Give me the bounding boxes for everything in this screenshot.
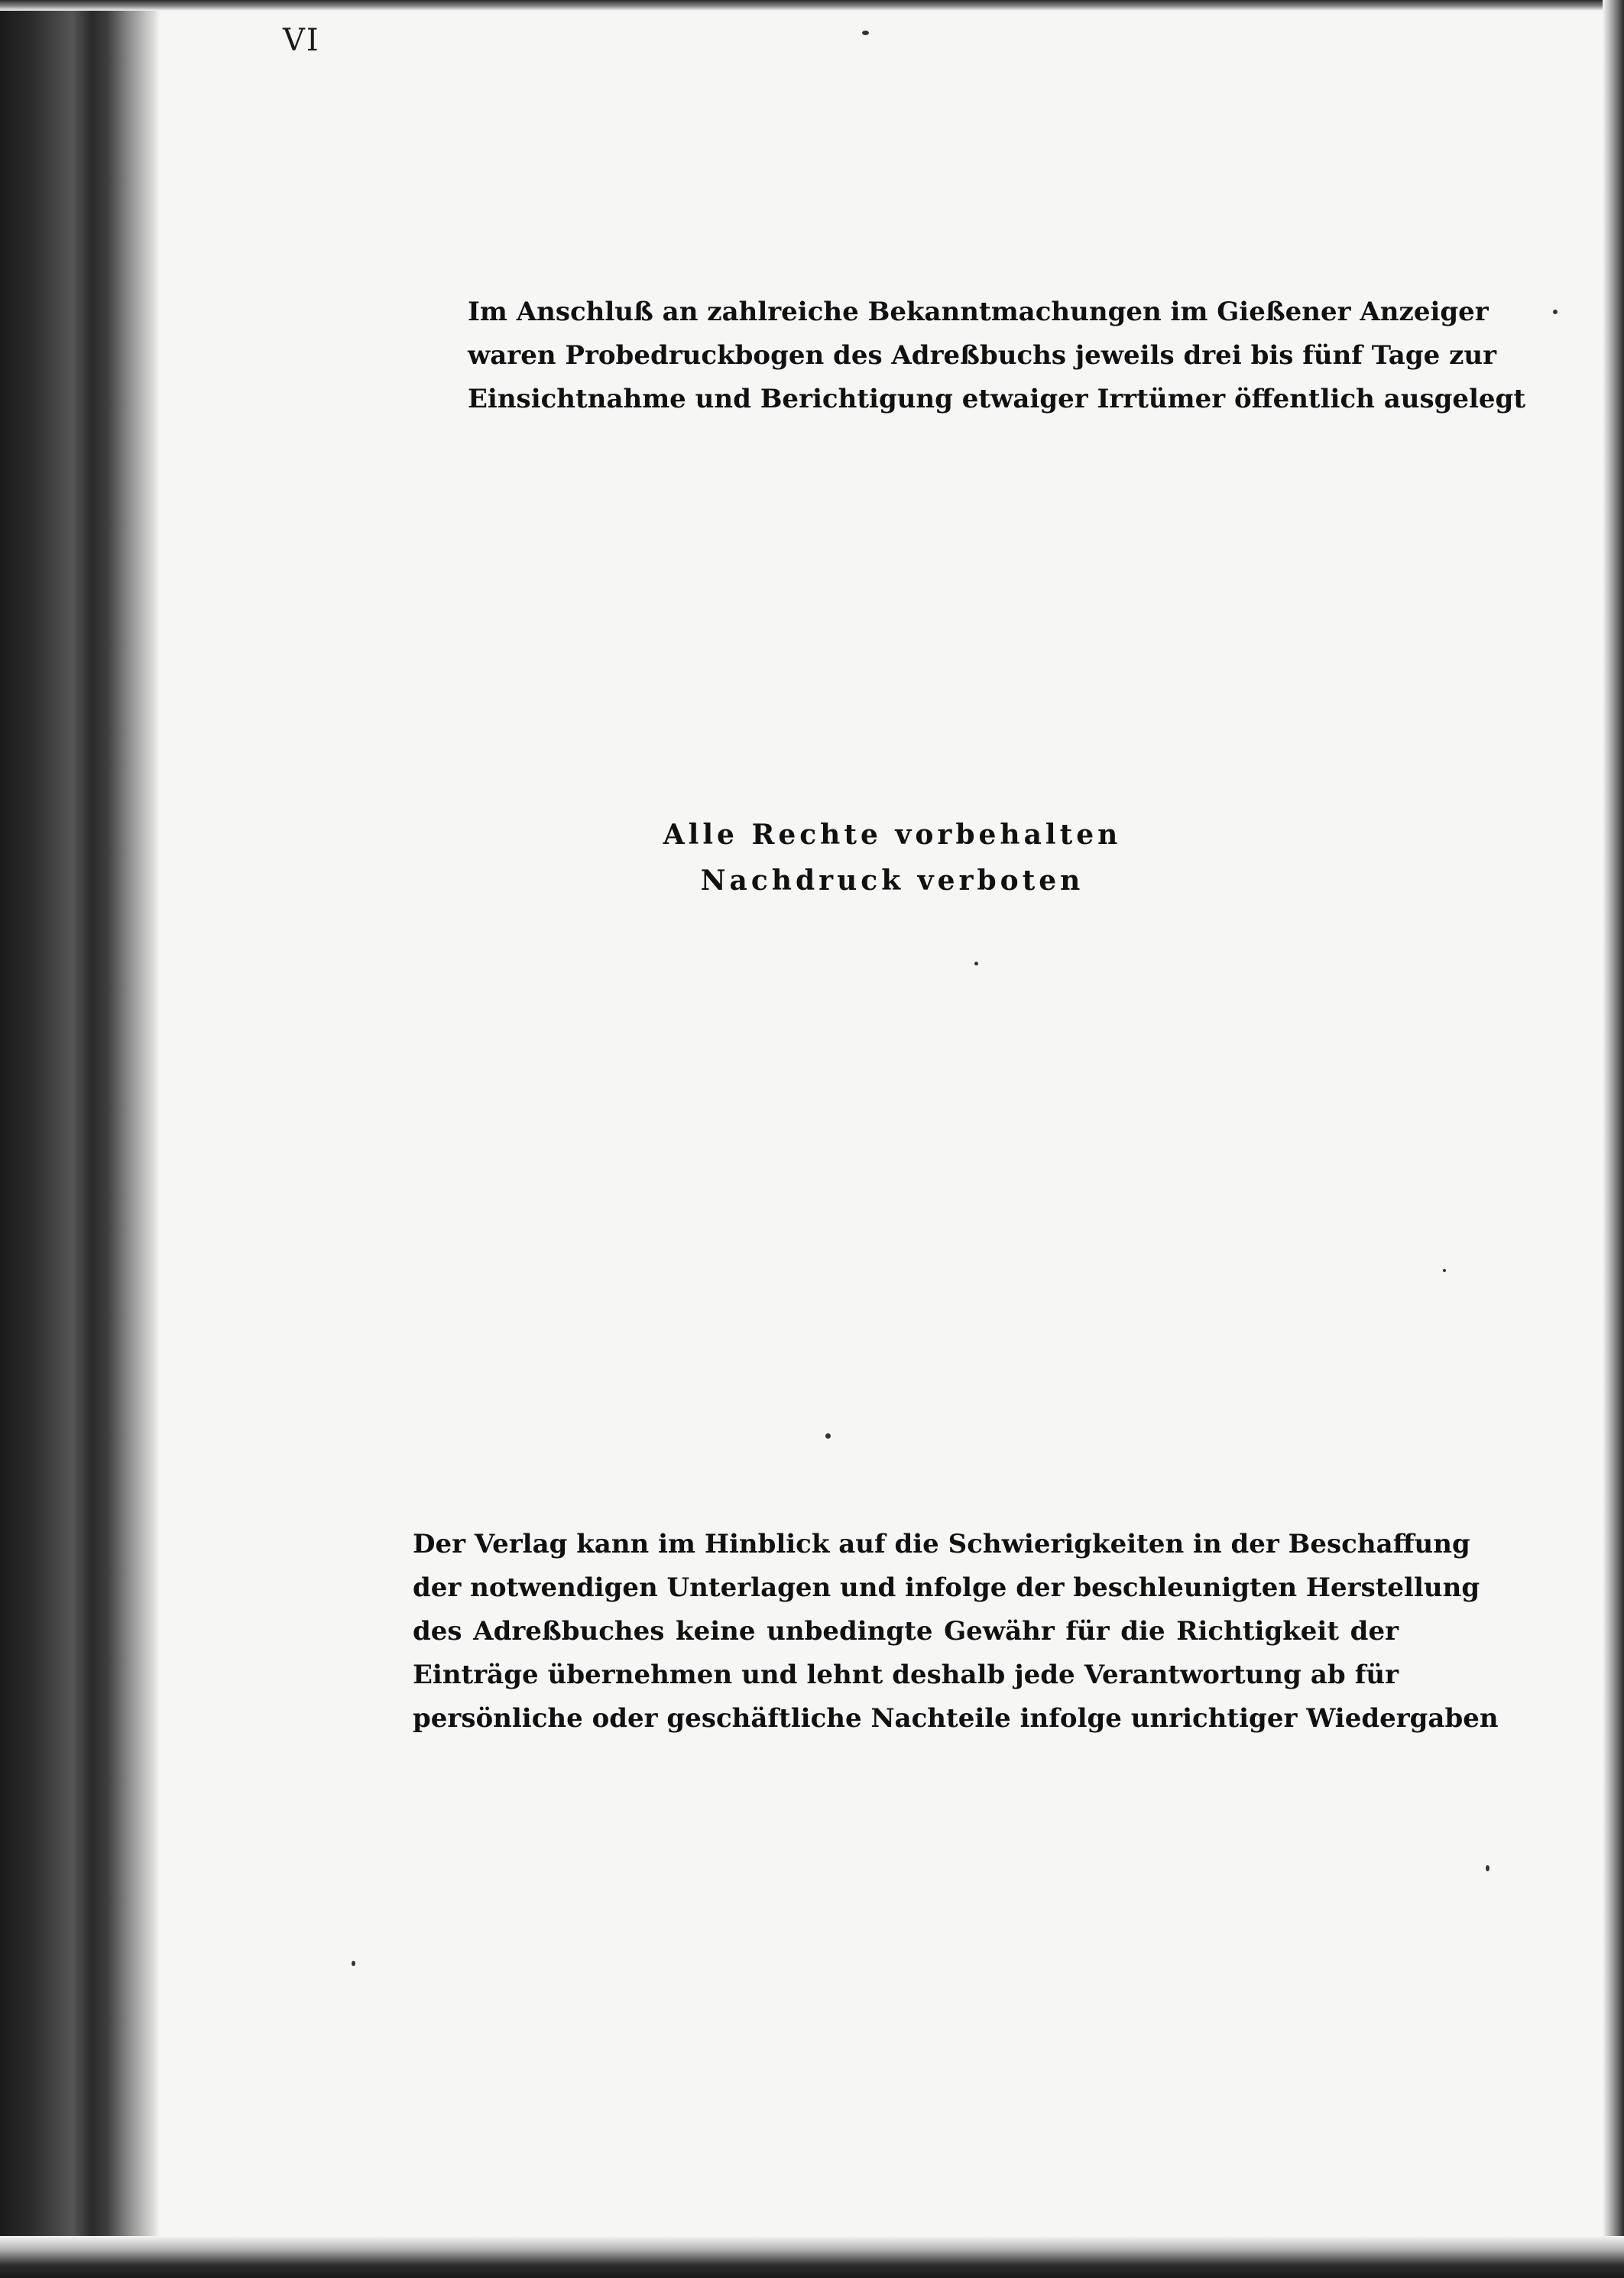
scan-speck bbox=[1486, 1865, 1489, 1871]
notice-proof-line: waren Probedruckbogen des Adreßbuchs jeweils drei bis fünf Tage zur bbox=[468, 340, 1497, 371]
scan-speck bbox=[825, 1433, 831, 1439]
disclaimer-line: Einträge übernehmen und lehnt deshalb jede Verantwortung ab für bbox=[413, 1660, 1399, 1690]
page-number: VI bbox=[283, 23, 320, 58]
scan-speck bbox=[1443, 1269, 1446, 1272]
notice-proof-sheets bbox=[468, 290, 1526, 421]
binding-edge bbox=[0, 0, 160, 2278]
notice-proof-line: Einsichtnahme und Berichtigung etwaiger Irrtümer öffentlich ausgelegt bbox=[468, 384, 1526, 414]
notice-disclaimer bbox=[413, 1523, 1499, 1741]
notice-proof-line: Im Anschluß an zahlreiche Bekanntmachungen im Gießener Anzeiger bbox=[468, 297, 1489, 327]
rights-reserved: Alle Rechte vorbehalten bbox=[663, 819, 1122, 851]
disclaimer-line: des Adreßbuches keine unbedingte Gewähr für die Richtigkeit der bbox=[413, 1616, 1399, 1647]
scan-speck bbox=[352, 1961, 355, 1966]
scan-speck bbox=[862, 31, 869, 35]
reprint-prohibited: Nachdruck verboten bbox=[700, 865, 1084, 897]
top-scan-edge bbox=[0, 0, 1624, 11]
scan-speck bbox=[1553, 310, 1558, 314]
disclaimer-line: Der Verlag kann im Hinblick auf die Schwierigkeiten in der Beschaffung bbox=[413, 1529, 1470, 1559]
scan-speck bbox=[974, 962, 978, 965]
right-scan-edge bbox=[1603, 0, 1624, 2278]
bottom-scan-edge bbox=[0, 2236, 1624, 2278]
disclaimer-line: persönliche oder geschäftliche Nachteile infolge unrichtiger Wiedergaben bbox=[413, 1703, 1499, 1734]
rights-notice bbox=[0, 812, 1624, 904]
disclaimer-line: der notwendigen Unterlagen und infolge der beschleunigten Herstellung bbox=[413, 1572, 1480, 1603]
